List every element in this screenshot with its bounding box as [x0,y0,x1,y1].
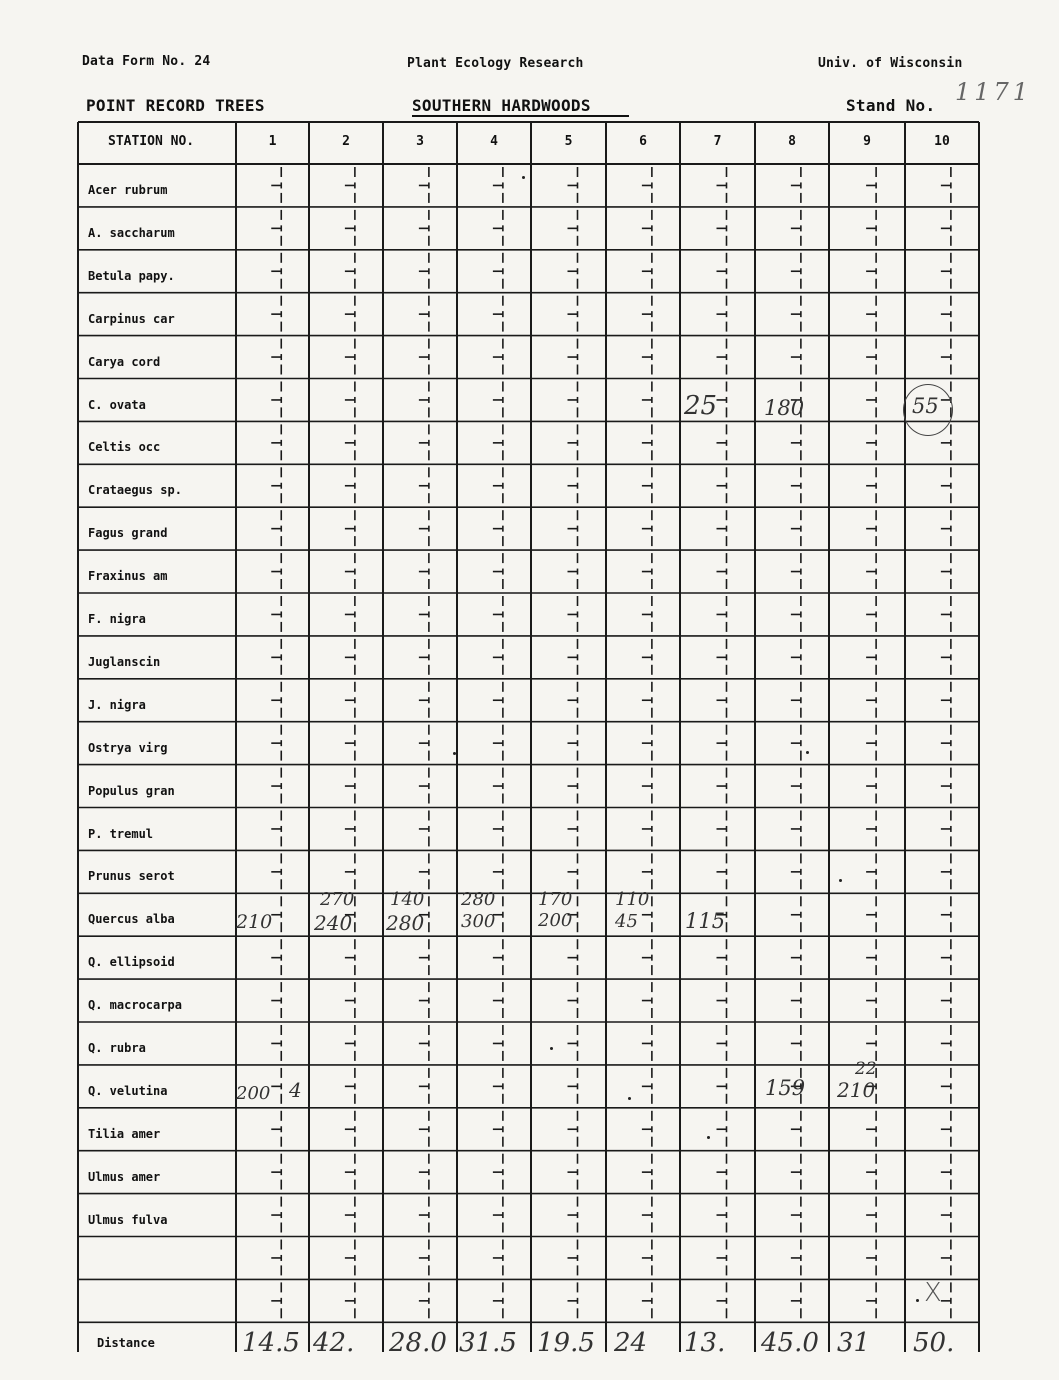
species-label: Prunus serot [88,869,175,884]
station-number-5: 5 [564,134,573,149]
speck [522,176,525,179]
species-label: Q. velutina [88,1083,168,1098]
species-label: Ulmus fulva [88,1212,168,1227]
species-label: P. tremul [88,826,154,841]
species-label: Juglanscin [88,654,161,669]
stand-label: Stand No. [846,96,936,115]
species-label: F. nigra [88,612,146,626]
blank-row-st10-mark: X [924,1278,942,1308]
university: Univ. of Wisconsin [818,56,963,71]
species-label: Q. rubra [88,1041,146,1055]
quercus-alba-st6-bottom: 45 [615,911,638,932]
distance-value-st2: 42. [313,1328,355,1358]
species-label: Acer rubrum [88,183,168,197]
station-number-9: 9 [863,134,871,149]
species-label: Carya cord [88,354,161,369]
quercus-alba-st5-bottom: 200 [538,910,573,931]
quercus-alba-st2-bottom: 240 [314,911,353,935]
station-number-6: 6 [639,134,647,149]
quercus-alba-st4-bottom: 300 [461,911,496,932]
species-label: Q. ellipsoid [88,955,175,970]
q-velutina-st1: 200 [236,1083,271,1104]
species-label: C. ovata [88,397,146,412]
organization: Plant Ecology Research [407,56,584,71]
form-number: Data Form No. 24 [82,54,211,69]
station-number-3: 3 [416,134,424,149]
species-label: A. saccharum [88,225,175,240]
c-ovata-st7: 25 [684,391,718,421]
forest-type-title: SOUTHERN HARDWOODS [412,96,629,117]
quercus-alba-st4-top: 280 [461,889,496,910]
distance-value-st1: 14.5 [242,1328,300,1358]
speck [628,1097,631,1100]
station-number-10: 10 [934,134,950,149]
speck [550,1047,553,1050]
species-label: Q. macrocarpa [88,998,182,1013]
species-label: Crataegus sp. [88,483,182,498]
speck [453,752,456,755]
q-velutina-st8: 159 [765,1076,806,1100]
species-label: Ulmus amer [88,1169,161,1184]
species-label: Fraxinus am [88,569,168,584]
stand-number-value: 1171 [955,78,1033,106]
species-label: Tilia amer [88,1126,161,1141]
distance-label: Distance [97,1336,155,1350]
station-number-1: 1 [268,134,277,149]
species-label: J. nigra [88,697,146,712]
c-ovata-st8: 180 [764,396,805,420]
distance-value-st5: 19.5 [537,1328,595,1358]
species-label: Fagus grand [88,526,168,541]
q-velutina-st9-top: 22 [855,1059,877,1079]
quercus-alba-st3-top: 140 [390,889,425,910]
q-velutina-st1-side: 4 [289,1078,302,1102]
species-label: Quercus alba [88,912,175,927]
distance-value-st7: 13. [684,1328,726,1358]
distance-value-st10: 50. [913,1328,955,1358]
q-velutina-st9-bottom: 210 [837,1078,876,1102]
record-type-title: POINT RECORD TREES [86,96,265,115]
speck [806,751,809,754]
station-number-2: 2 [342,134,350,149]
distance-value-st9: 31 [837,1328,871,1358]
quercus-alba-st6-top: 110 [615,889,650,910]
speck [839,879,842,882]
species-label: Populus gran [88,783,175,798]
distance-value-st6: 24 [614,1328,648,1358]
quercus-alba-st5-top: 170 [538,889,573,910]
quercus-alba-st3-bottom: 280 [386,911,425,935]
species-label: Carpinus car [88,311,175,326]
quercus-alba-st2-top: 270 [320,889,355,910]
c-ovata-st10-circle [903,384,953,436]
distance-value-st4: 31.5 [459,1328,517,1358]
station-number-8: 8 [788,134,796,149]
station-number-7: 7 [713,134,722,149]
species-label: Ostrya virg [88,740,168,755]
species-label: Betula papy. [88,268,175,283]
distance-value-st8: 45.0 [761,1328,819,1358]
speck [707,1136,710,1139]
quercus-alba-st7: 115 [685,909,726,933]
c-ovata-st10: 55 [912,394,939,418]
station-number-4: 4 [490,134,498,149]
quercus-alba-st1: 210 [236,911,273,933]
distance-value-st3: 28.0 [389,1328,447,1358]
species-label: Celtis occ [88,440,161,455]
speck [916,1299,919,1302]
station-header: STATION NO. [108,134,195,149]
